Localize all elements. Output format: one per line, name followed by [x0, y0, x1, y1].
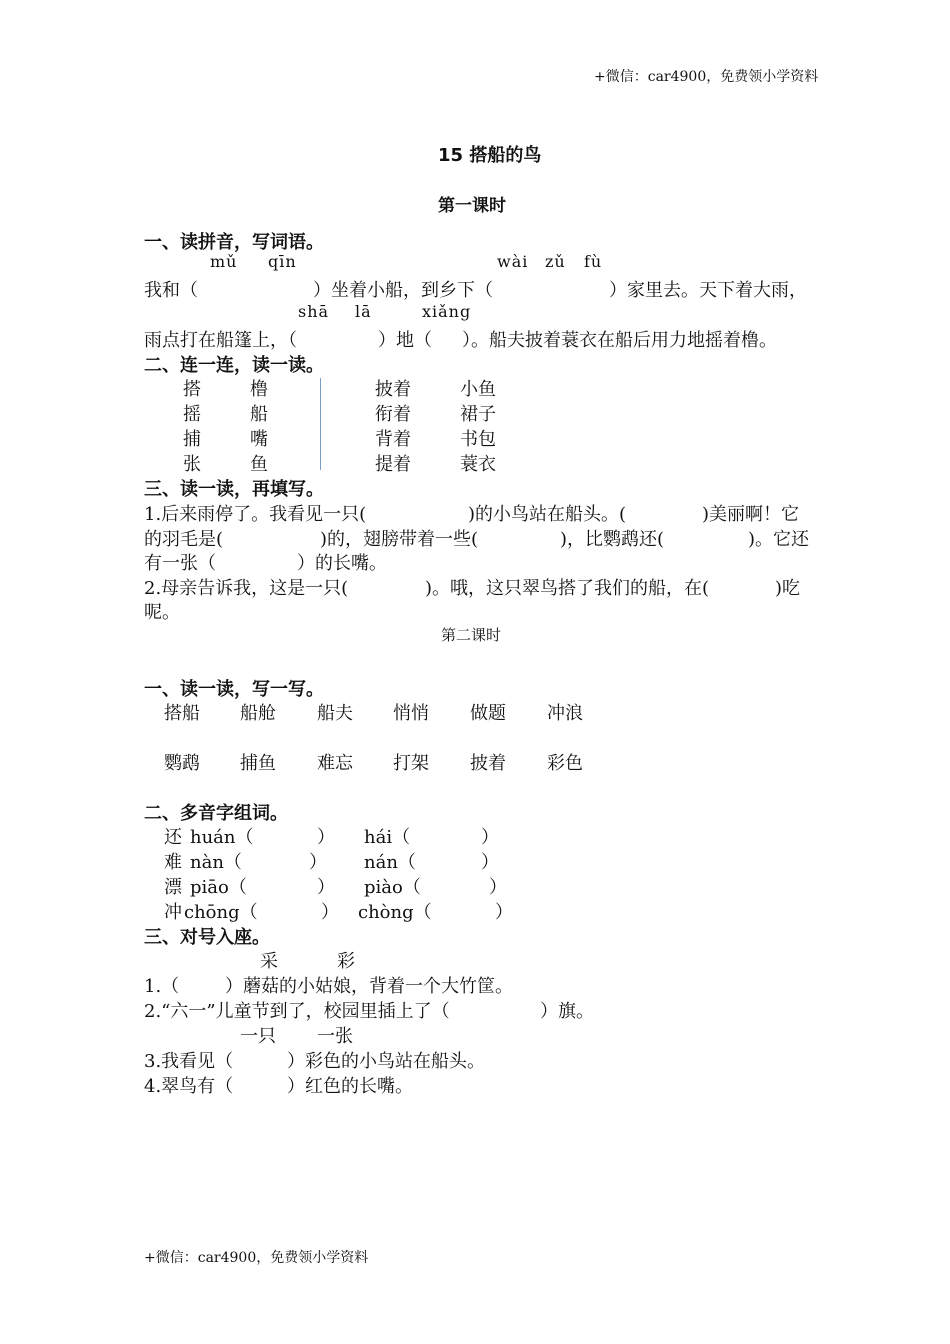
word: 彩色 [547, 753, 583, 774]
text-line: ）红色的长嘴。 [287, 1076, 413, 1097]
bracket: ） [317, 877, 335, 898]
bracket: ） [309, 852, 327, 873]
polyphone-pinyin: nàn（ [190, 852, 242, 873]
text-line: )的，翅膀带着一些( [320, 529, 479, 550]
page-title: 15 搭船的鸟 [438, 145, 542, 166]
match-char: 鱼 [250, 454, 268, 475]
polyphone-pinyin: chōng（ [184, 902, 258, 923]
text-line: ）地（ [378, 330, 432, 351]
polyphone-pinyin: piào（ [364, 877, 421, 898]
l2-s1-heading: 一、读一读，写一写。 [144, 679, 324, 700]
bracket: ） [321, 902, 339, 923]
l1-s3-heading: 三、读一读，再填写。 [144, 479, 324, 500]
word: 做题 [470, 703, 506, 724]
text-line: 有一张（ [144, 553, 216, 574]
text-line: ）。船夫披着蓑衣在船后用力地摇着橹。 [462, 330, 777, 351]
word: 捕鱼 [240, 753, 276, 774]
text-line: )美丽啊！它 [702, 504, 800, 525]
match-char: 搭 [183, 379, 201, 400]
l2-s2-heading: 二、多音字组词。 [144, 803, 288, 824]
polyphone-pinyin: hái（ [364, 827, 411, 848]
match-word: 衔着 [375, 404, 411, 425]
word: 船舱 [240, 703, 276, 724]
text-line: 2.母亲告诉我，这是一只( [144, 578, 349, 599]
match-char: 船 [250, 404, 268, 425]
text-line: 3.我看见（ [144, 1051, 234, 1072]
word: 打架 [393, 753, 429, 774]
text-line: 呢。 [144, 602, 180, 623]
text-line: ）彩色的小鸟站在船头。 [287, 1051, 485, 1072]
choice-word: 一只 [240, 1026, 276, 1047]
text-line: )。哦，这只翠鸟搭了我们的船，在( [425, 578, 710, 599]
word: 冲浪 [547, 703, 583, 724]
match-char: 橹 [250, 379, 268, 400]
match-char: 捕 [183, 429, 201, 450]
l1-s2-heading: 二、连一连，读一读。 [144, 355, 324, 376]
polyphone-pinyin: piāo（ [190, 877, 247, 898]
polyphone-char: 冲 [164, 902, 182, 923]
pinyin: wài [497, 252, 529, 271]
pinyin: qīn [268, 252, 297, 271]
pinyin: zǔ [545, 252, 566, 271]
bracket: ） [481, 827, 499, 848]
text-line: ）的长嘴。 [297, 553, 387, 574]
text-line: )。它还 [748, 529, 810, 550]
text-line: )的小鸟站在船头。( [468, 504, 627, 525]
match-word: 提着 [375, 454, 411, 475]
l1-s1-heading: 一、读拼音，写词语。 [144, 232, 324, 253]
bracket: ） [495, 902, 513, 923]
text-line: 的羽毛是( [144, 529, 224, 550]
text-line: 1.（ [144, 976, 180, 997]
bracket: ） [489, 877, 507, 898]
word: 船夫 [317, 703, 353, 724]
divider-line [320, 378, 321, 470]
text-line: 雨点打在船篷上，（ [144, 330, 297, 351]
text-line: ）家里去。天下着大雨， [609, 280, 807, 301]
polyphone-char: 还 [164, 827, 182, 848]
choice-word: 采 [260, 951, 278, 972]
bracket: ） [481, 852, 499, 873]
match-word: 背着 [375, 429, 411, 450]
pinyin: lā [355, 302, 372, 321]
pinyin: mǔ [210, 252, 238, 271]
pinyin: xiǎng [422, 302, 472, 321]
match-char: 嘴 [250, 429, 268, 450]
match-word: 蓑衣 [460, 454, 496, 475]
polyphone-pinyin: nán（ [364, 852, 416, 873]
text-line: 2.“六一”儿童节到了，校园里插上了（ [144, 1001, 450, 1022]
match-char: 摇 [183, 404, 201, 425]
lesson1-title: 第一课时 [438, 196, 506, 216]
text-line: )吃 [775, 578, 801, 599]
word: 搭船 [164, 703, 200, 724]
match-char: 张 [183, 454, 201, 475]
polyphone-char: 漂 [164, 877, 182, 898]
bracket: ） [317, 827, 335, 848]
word: 披着 [470, 753, 506, 774]
text-line: 1.后来雨停了。我看见一只( [144, 504, 367, 525]
text-line: ）蘑菇的小姑娘，背着一个大竹筐。 [225, 976, 513, 997]
choice-word: 彩 [337, 951, 355, 972]
text-line: ）坐着小船，到乡下（ [313, 280, 493, 301]
footer-watermark: +微信：car4900，免费领小学资料 [144, 1250, 369, 1266]
lesson2-title: 第二课时 [441, 626, 502, 644]
match-word: 披着 [375, 379, 411, 400]
pinyin: fù [584, 252, 603, 271]
word: 难忘 [317, 753, 353, 774]
choice-word: 一张 [317, 1026, 353, 1047]
word: 鹦鹉 [164, 753, 200, 774]
match-word: 书包 [460, 429, 496, 450]
polyphone-char: 难 [164, 852, 182, 873]
text-line: )，比鹦鹉还( [560, 529, 665, 550]
pinyin: shā [298, 302, 330, 321]
text-line: 我和（ [144, 280, 198, 301]
l2-s3-heading: 三、对号入座。 [144, 927, 270, 948]
word: 悄悄 [393, 703, 429, 724]
polyphone-pinyin: huán（ [190, 827, 254, 848]
header-watermark: +微信：car4900，免费领小学资料 [594, 69, 819, 85]
match-word: 裙子 [460, 404, 496, 425]
polyphone-pinyin: chòng（ [358, 902, 432, 923]
text-line: 4.翠鸟有（ [144, 1076, 234, 1097]
text-line: ）旗。 [540, 1001, 594, 1022]
match-word: 小鱼 [460, 379, 496, 400]
